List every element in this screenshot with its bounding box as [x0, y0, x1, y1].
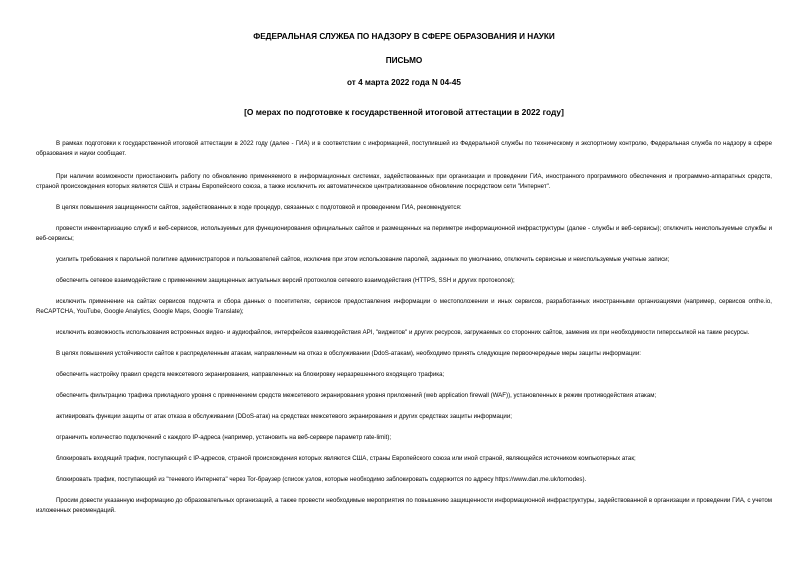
paragraph-embedded-media: исключить возможность использования встроенных видео- и аудиофайлов, интерфейсов взаимодействия API, "виджетов" и других ресурсов, загружаемых со сторонних сайтов, заменив их при необходимости гиперссылкой на такие ресурсы. — [56, 329, 750, 336]
document-header — [36, 32, 772, 117]
paragraph-secure-protocols: обеспечить сетевое взаимодействие с применением защищенных актуальных версий протоколов сетевого взаимодействия (HTTPS, SSH и других протоколов); — [56, 277, 515, 284]
paragraph-ddos-protection: активировать функции защиты от атак отказа в обслуживании (DDoS-атак) на средствах межсетевого экранирования и других средствах защиты информации; — [56, 413, 512, 420]
paragraph-block-tor: блокировать трафик, поступающий из "теневого Интернета" через Tor-браузер (список узлов, которые необходимо заблокировать содержится по адресу https://www.dan.me.uk/tornodes). — [56, 476, 587, 483]
paragraph-intro: В рамках подготовки к государственной итоговой аттестации в 2022 году (далее - ГИА) и в соответствии с информацией, поступившей из Федеральной службы по техническому и экспортному контролю, Федеральная служба по надзору в сфере образования и науки сообщает. — [36, 140, 772, 157]
document-type: ПИСЬМО — [385, 56, 423, 65]
paragraph-software-updates: При наличии возможности приостановить работу по обновлению применяемого в информационных системах, задействованных при организации и проведении ГИА, иностранного программного обеспечения и программно-аппаратных средств, страной происхождения которых является США и страны Европейского союза, а также исключить их автоматическое централизованное обновление посредством сети "Интернет". — [36, 173, 772, 190]
organization-title: ФЕДЕРАЛЬНАЯ СЛУЖБА ПО НАДЗОРУ В СФЕРЕ ОБРАЗОВАНИЯ И НАУКИ — [253, 32, 555, 41]
paragraph-site-security-intro: В целях повышения защищенности сайтов, задействованных в ходе процедур, связанных с подготовкой и проведением ГИА, рекомендуется: — [56, 204, 462, 211]
paragraph-inventory-services: провести инвентаризацию служб и веб-сервисов, используемых для функционирования официальных сайтов и размещенных на периметре информационной инфраструктуры (далее - службы и веб-сервисы); отключить неиспользуемые службы и веб-сервисы; — [36, 225, 772, 242]
document-body — [36, 139, 772, 516]
paragraph-foreign-services: исключить применение на сайтах сервисов подсчета и сбора данных о посетителях, сервисов предоставления информации о местоположении и иных сервисов, разработанных иностранными организациями (например, сервисов onthe.io, ReCAPTCHA, YouTube, Google Analytics, Google Maps, Google Translate); — [36, 298, 772, 315]
paragraph-password-policy: усилить требования к парольной политике администраторов и пользователей сайтов, исключив при этом использование паролей, заданных по умолчанию, отключить сервисные и неиспользуемые учетные записи; — [56, 256, 670, 263]
paragraph-waf-filtering: обеспечить фильтрацию трафика прикладного уровня с применением средств межсетевого экранирования уровня приложений (web application firewall (WAF)), установленных в режим противодействия атакам; — [56, 392, 657, 399]
paragraph-rate-limit: ограничить количество подключений с каждого IP-адреса (например, установить на веб-сервере параметр rate-limit); — [56, 434, 392, 441]
paragraph-block-countries: блокировать входящий трафик, поступающий с IP-адресов, страной происхождения которых являются США, страны Европейского союза или иной страной, являющейся источником компьютерных атак; — [56, 455, 636, 462]
paragraph-firewall-rules: обеспечить настройку правил средств межсетевого экранирования, направленных на блокировку неразрешенного входящего трафика; — [56, 371, 445, 378]
document-date-number: от 4 марта 2022 года N 04-45 — [347, 78, 461, 87]
paragraph-ddos-intro: В целях повышения устойчивости сайтов к распределенным атакам, направленным на отказ в обслуживании (DdoS-атакам), необходимо принять следующие первоочередные меры защиты информации: — [56, 350, 641, 357]
paragraph-closing-request: Просим довести указанную информацию до образовательных организаций, а также провести необходимые мероприятия по повышению защищенности информационной инфраструктуры, задействованной в организации и проведении ГИА, с учетом изложенных рекомендаций. — [36, 497, 772, 514]
document-subject: [О мерах по подготовке к государственной итоговой аттестации в 2022 году] — [244, 107, 564, 117]
